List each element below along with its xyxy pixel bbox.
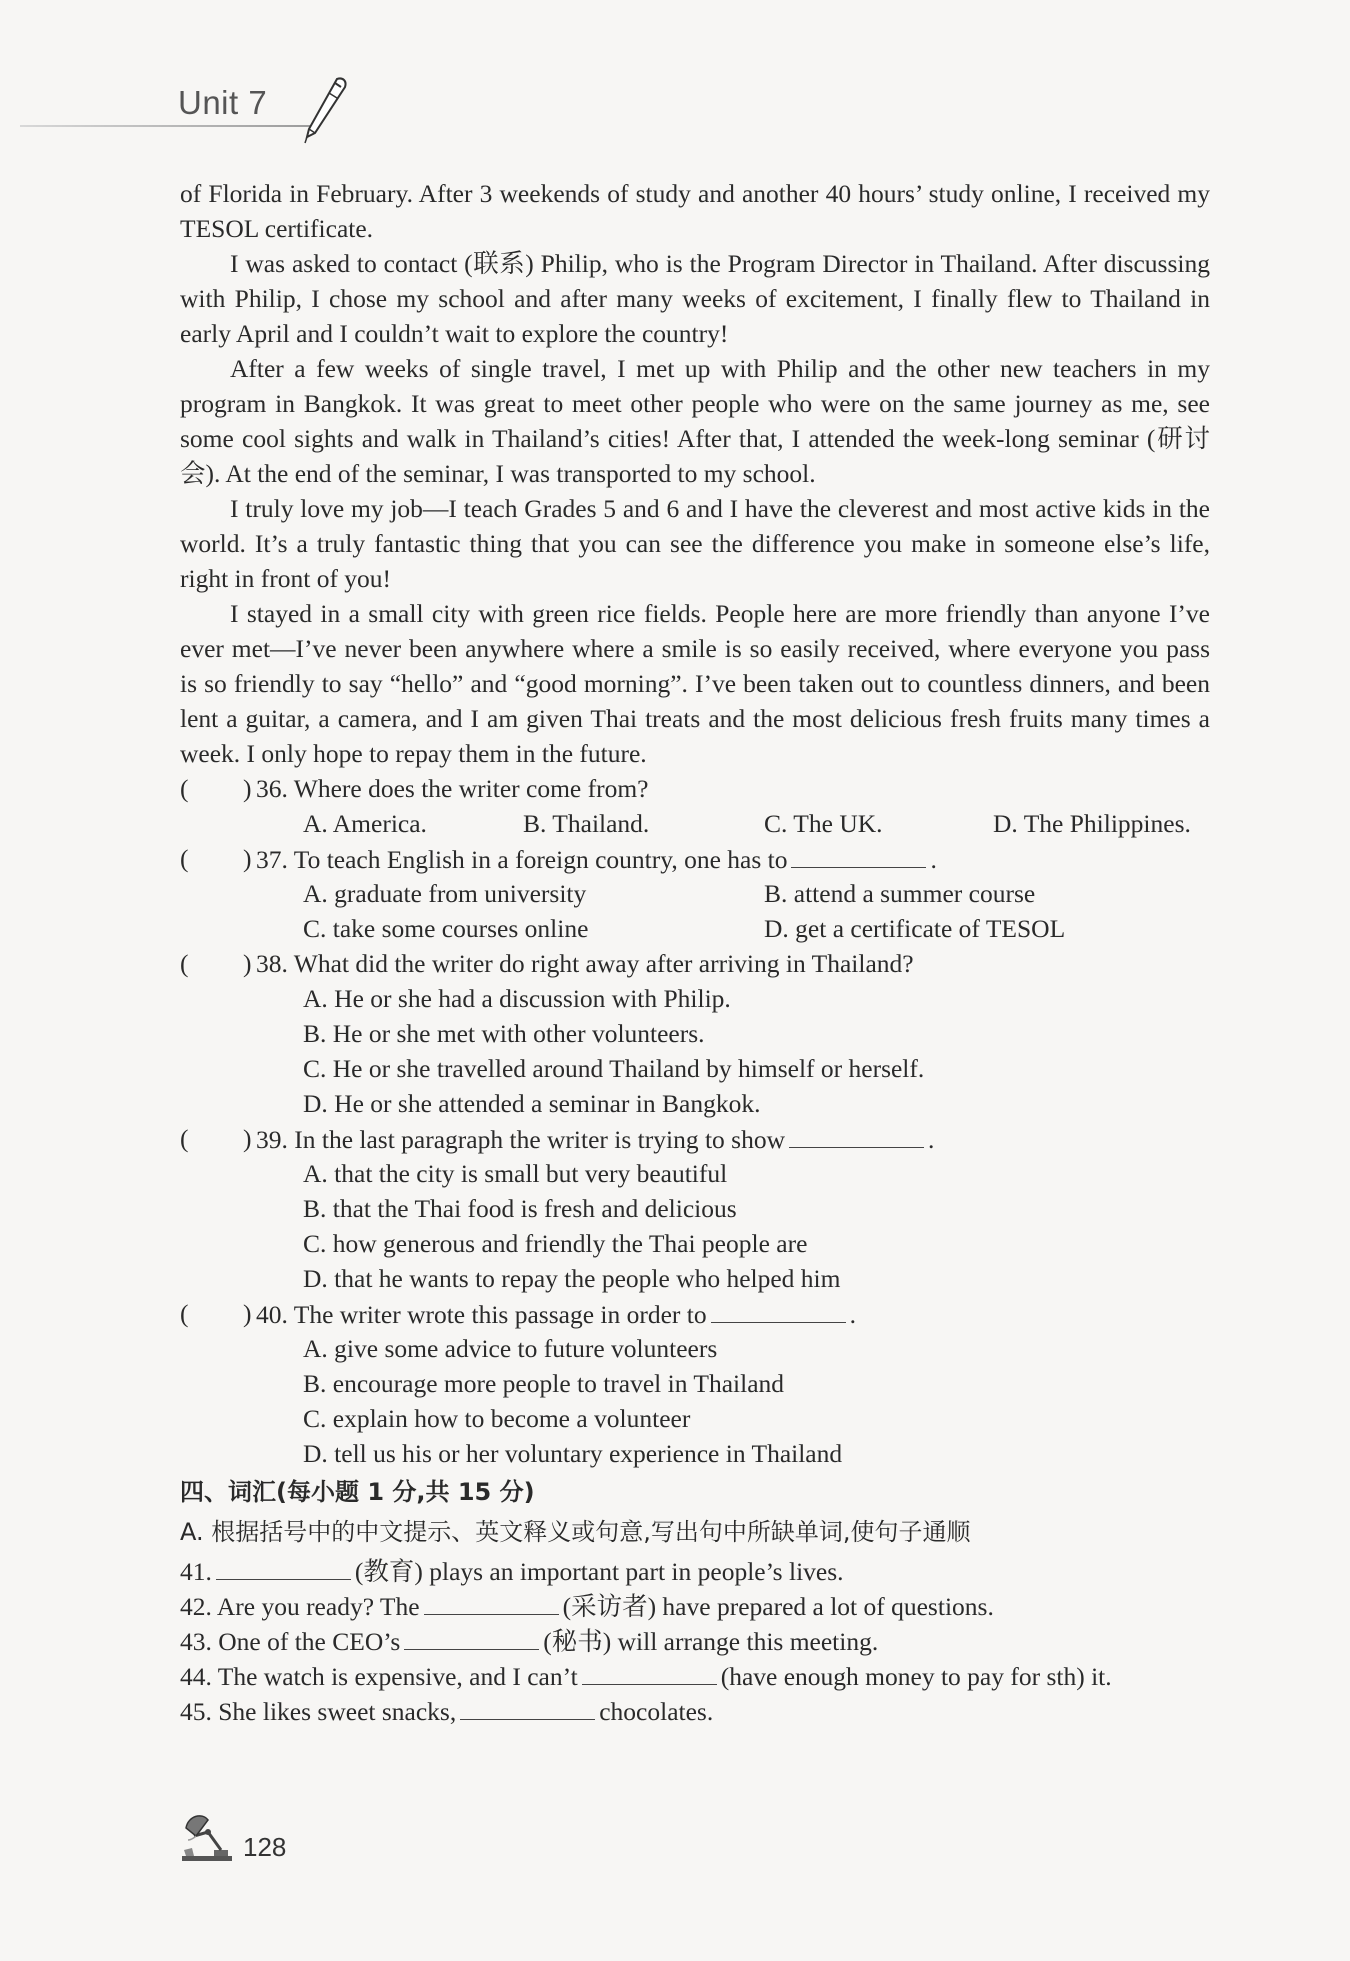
option-a: A. He or she had a discussion with Philip. [303, 984, 731, 1013]
option-b: B. He or she met with other volunteers. [303, 1019, 705, 1048]
option-c: C. explain how to become a volunteer [303, 1404, 691, 1433]
vocabulary-section [180, 1473, 1210, 1728]
option-d: D. The Philippines. [993, 809, 1191, 838]
answer-paren-left: ( [180, 844, 189, 873]
option-a: A. America. [303, 809, 427, 838]
option-b: B. that the Thai food is fresh and delicious [303, 1194, 737, 1223]
answer-paren-left: ( [180, 1124, 189, 1153]
option-d: D. He or she attended a seminar in Bangkok. [303, 1089, 761, 1118]
question-37 [180, 841, 1210, 946]
question-36 [180, 771, 1210, 841]
vocab-question-42: 42. Are you ready? The (采访者) have prepared a lot of questions. [180, 1588, 1210, 1623]
option-a: A. give some advice to future volunteers [303, 1334, 718, 1363]
passage-paragraph: of Florida in February. After 3 weekends of study and another 40 hours’ study online, I received my TESOL certificate. [180, 179, 1210, 243]
option-c: C. take some courses online [303, 914, 589, 943]
answer-paren-right: ) [243, 774, 252, 803]
option-c: C. The UK. [764, 809, 883, 838]
question-stem: 37. To teach English in a foreign country, one has to [256, 845, 788, 874]
question-stem: 39. In the last paragraph the writer is trying to show [256, 1125, 786, 1154]
vocab-question-44: 44. The watch is expensive, and I can’t (have enough money to pay for sth) it. [180, 1658, 1210, 1693]
main-content [180, 176, 1210, 1728]
answer-blank [404, 1623, 539, 1650]
question-end: . [849, 1300, 856, 1329]
answer-blank [216, 1553, 351, 1580]
answer-paren-left: ( [180, 774, 189, 803]
option-c: C. He or she travelled around Thailand by himself or herself. [303, 1054, 925, 1083]
question-end: . [930, 845, 937, 874]
desk-lamp-icon [178, 1806, 236, 1864]
option-a: A. graduate from university [303, 879, 587, 908]
question-end: . [928, 1125, 935, 1154]
answer-paren-left: ( [180, 949, 189, 978]
answer-paren-right: ) [243, 1124, 252, 1153]
passage-paragraph: I truly love my job—I teach Grades 5 and 6 and I have the cleverest and most active kids in the world. It’s a truly fantastic thing that you can see the difference you make in someone else’s life, right in front of you! [180, 494, 1210, 593]
vocab-question-45: 45. She likes sweet snacks, chocolates. [180, 1693, 1210, 1728]
page-number: 128 [243, 1832, 287, 1862]
vocab-question-43: 43. One of the CEO’s (秘书) will arrange this meeting. [180, 1623, 1210, 1658]
question-stem: 38. What did the writer do right away after arriving in Thailand? [256, 949, 914, 978]
option-d: D. tell us his or her voluntary experience in Thailand [303, 1439, 843, 1468]
option-b: B. Thailand. [523, 809, 650, 838]
question-39 [180, 1121, 1210, 1296]
vocab-question-41: 41. (教育) plays an important part in people’s lives. [180, 1553, 1210, 1588]
passage-paragraph: I was asked to contact (联系) Philip, who is the Program Director in Thailand. After discussing with Philip, I chose my school and after many weeks of excitement, I finally flew to Thailand in early April and I couldn’t wait to explore the country! [180, 249, 1210, 348]
option-b: B. encourage more people to travel in Thailand [303, 1369, 785, 1398]
option-c: C. how generous and friendly the Thai people are [303, 1229, 808, 1258]
passage-paragraph: After a few weeks of single travel, I met up with Philip and the other new teachers in my program in Bangkok. It was great to meet other people who were on the same journey as me, see some cool sights and walk in Thailand’s cities! After that, I attended the week-long seminar (研讨会). At the end of the seminar, I was transported to my school. [180, 354, 1210, 488]
answer-paren-right: ) [243, 844, 252, 873]
option-a: A. that the city is small but very beautiful [303, 1159, 728, 1188]
answer-blank [582, 1658, 717, 1685]
option-d: D. that he wants to repay the people who helped him [303, 1264, 841, 1293]
answer-paren-right: ) [243, 1299, 252, 1328]
question-40 [180, 1296, 1210, 1471]
reading-passage [180, 176, 1210, 771]
header-rule [20, 125, 320, 127]
answer-blank [424, 1588, 559, 1615]
answer-blank [460, 1693, 595, 1720]
pen-icon [285, 75, 355, 145]
unit-title: Unit 7 [178, 84, 268, 121]
question-stem: 36. Where does the writer come from? [256, 774, 649, 803]
answer-blank [711, 1296, 846, 1323]
option-b: B. attend a summer course [764, 879, 1036, 908]
passage-paragraph: I stayed in a small city with green rice fields. People here are more friendly than anyone I’ve ever met—I’ve never been anywhere where a smile is so easily received, where everyone you pass is so friendly to say “hello” and “good morning”. I’ve been taken out to countless dinners, and been lent a guitar, a camera, and I am given Thai treats and the most delicious fresh fruits many times a week. I only hope to repay them in the future. [180, 599, 1210, 768]
question-38 [180, 946, 1210, 1121]
answer-paren-left: ( [180, 1299, 189, 1328]
answer-blank [791, 841, 926, 868]
section-instruction: A. 根据括号中的中文提示、英文释义或句意,写出句中所缺单词,使句子通顺 [180, 1518, 971, 1546]
answer-paren-right: ) [243, 949, 252, 978]
question-stem: 40. The writer wrote this passage in order to [256, 1300, 707, 1329]
section-title: 四、词汇(每小题 1 分,共 15 分) [180, 1478, 535, 1506]
answer-blank [789, 1121, 924, 1148]
option-d: D. get a certificate of TESOL [764, 914, 1066, 943]
page-header [20, 70, 340, 130]
